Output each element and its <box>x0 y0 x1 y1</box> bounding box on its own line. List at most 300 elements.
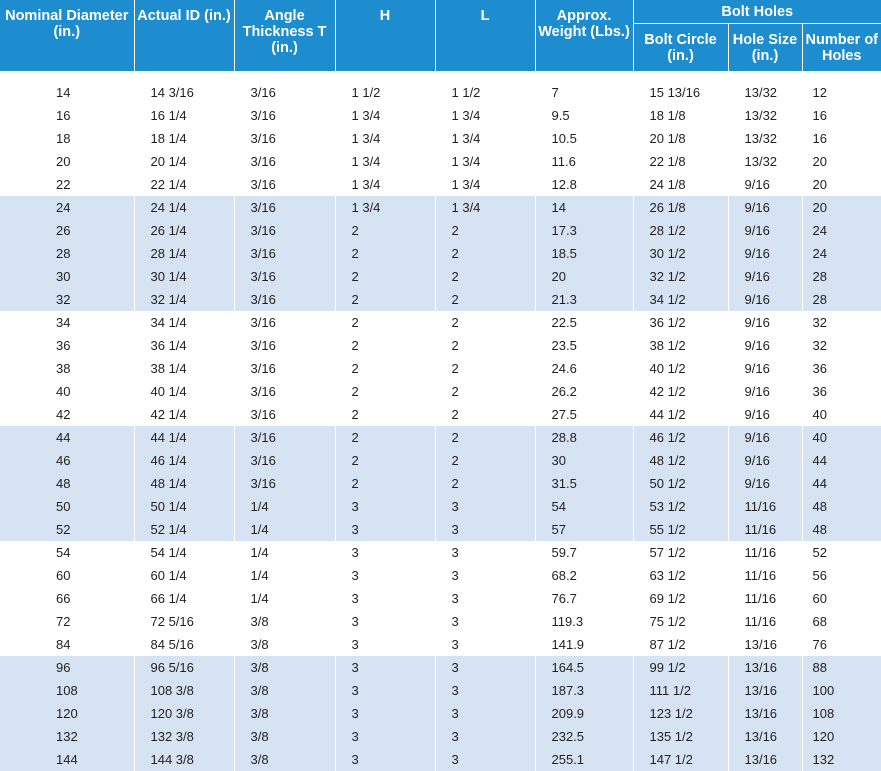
cell-h: 2 <box>335 472 435 495</box>
header-h: H <box>335 0 435 71</box>
cell-l: 2 <box>435 357 535 380</box>
cell-approx-weight: 21.3 <box>535 288 633 311</box>
cell-bolt-circle: 99 1/2 <box>633 656 728 679</box>
table-row <box>0 357 881 380</box>
cell-h: 2 <box>335 426 435 449</box>
header-actual-id: Actual ID (in.) <box>134 0 234 71</box>
cell-hole-size: 13/16 <box>728 679 802 702</box>
cell-l: 2 <box>435 288 535 311</box>
cell-bolt-circle: 26 1/8 <box>633 196 728 219</box>
cell-bolt-circle: 34 1/2 <box>633 288 728 311</box>
cell-bolt-circle: 147 1/2 <box>633 748 728 771</box>
cell-nominal-diameter: 50 <box>0 495 134 518</box>
cell-actual-id: 40 1/4 <box>134 380 234 403</box>
cell-actual-id: 72 5/16 <box>134 610 234 633</box>
cell-hole-size: 9/16 <box>728 426 802 449</box>
cell-angle-thickness: 3/16 <box>234 81 335 104</box>
cell-l: 2 <box>435 334 535 357</box>
header-approx-weight: Approx. Weight (Lbs.) <box>535 0 633 71</box>
cell-l: 3 <box>435 702 535 725</box>
cell-bolt-circle: 15 13/16 <box>633 81 728 104</box>
cell-l: 2 <box>435 380 535 403</box>
cell-h: 3 <box>335 564 435 587</box>
cell-actual-id: 44 1/4 <box>134 426 234 449</box>
cell-number-of-holes: 16 <box>802 127 881 150</box>
cell-l: 2 <box>435 242 535 265</box>
cell-h: 2 <box>335 311 435 334</box>
cell-bolt-circle: 57 1/2 <box>633 541 728 564</box>
cell-approx-weight: 187.3 <box>535 679 633 702</box>
cell-number-of-holes: 20 <box>802 150 881 173</box>
cell-approx-weight: 14 <box>535 196 633 219</box>
cell-actual-id: 22 1/4 <box>134 173 234 196</box>
cell-bolt-circle: 28 1/2 <box>633 219 728 242</box>
cell-nominal-diameter: 40 <box>0 380 134 403</box>
table-row <box>0 564 881 587</box>
cell-hole-size: 13/32 <box>728 104 802 127</box>
cell-h: 1 3/4 <box>335 127 435 150</box>
cell-h: 2 <box>335 403 435 426</box>
cell-nominal-diameter: 60 <box>0 564 134 587</box>
cell-l: 2 <box>435 311 535 334</box>
cell-nominal-diameter: 34 <box>0 311 134 334</box>
table-row <box>0 725 881 748</box>
cell-l: 3 <box>435 679 535 702</box>
cell-h: 1 3/4 <box>335 196 435 219</box>
table-row <box>0 150 881 173</box>
cell-l: 2 <box>435 449 535 472</box>
cell-l: 1 3/4 <box>435 127 535 150</box>
cell-angle-thickness: 3/16 <box>234 150 335 173</box>
header-hole-size: Hole Size (in.) <box>728 23 802 71</box>
cell-nominal-diameter: 72 <box>0 610 134 633</box>
cell-actual-id: 48 1/4 <box>134 472 234 495</box>
cell-number-of-holes: 88 <box>802 656 881 679</box>
cell-number-of-holes: 32 <box>802 311 881 334</box>
table-row <box>0 127 881 150</box>
cell-nominal-diameter: 28 <box>0 242 134 265</box>
cell-nominal-diameter: 30 <box>0 265 134 288</box>
cell-number-of-holes: 36 <box>802 380 881 403</box>
cell-number-of-holes: 20 <box>802 196 881 219</box>
cell-hole-size: 9/16 <box>728 196 802 219</box>
cell-h: 3 <box>335 702 435 725</box>
cell-l: 3 <box>435 518 535 541</box>
cell-hole-size: 9/16 <box>728 449 802 472</box>
spacer-cell <box>0 71 881 81</box>
cell-h: 2 <box>335 449 435 472</box>
cell-number-of-holes: 32 <box>802 334 881 357</box>
cell-nominal-diameter: 36 <box>0 334 134 357</box>
cell-bolt-circle: 18 1/8 <box>633 104 728 127</box>
cell-angle-thickness: 3/16 <box>234 426 335 449</box>
cell-h: 3 <box>335 679 435 702</box>
cell-angle-thickness: 3/8 <box>234 610 335 633</box>
table-row <box>0 334 881 357</box>
cell-nominal-diameter: 16 <box>0 104 134 127</box>
cell-actual-id: 60 1/4 <box>134 564 234 587</box>
cell-h: 3 <box>335 633 435 656</box>
cell-l: 1 3/4 <box>435 104 535 127</box>
cell-h: 2 <box>335 380 435 403</box>
cell-number-of-holes: 108 <box>802 702 881 725</box>
cell-approx-weight: 59.7 <box>535 541 633 564</box>
cell-nominal-diameter: 44 <box>0 426 134 449</box>
cell-approx-weight: 11.6 <box>535 150 633 173</box>
cell-number-of-holes: 48 <box>802 518 881 541</box>
cell-actual-id: 26 1/4 <box>134 219 234 242</box>
cell-angle-thickness: 3/16 <box>234 449 335 472</box>
cell-number-of-holes: 52 <box>802 541 881 564</box>
cell-approx-weight: 28.8 <box>535 426 633 449</box>
cell-h: 2 <box>335 265 435 288</box>
table-header <box>0 0 881 71</box>
cell-number-of-holes: 16 <box>802 104 881 127</box>
cell-l: 2 <box>435 219 535 242</box>
table-row <box>0 587 881 610</box>
header-spacer-row <box>0 71 881 81</box>
cell-nominal-diameter: 46 <box>0 449 134 472</box>
cell-nominal-diameter: 84 <box>0 633 134 656</box>
cell-l: 2 <box>435 472 535 495</box>
cell-approx-weight: 22.5 <box>535 311 633 334</box>
cell-l: 3 <box>435 564 535 587</box>
cell-l: 2 <box>435 265 535 288</box>
cell-number-of-holes: 36 <box>802 357 881 380</box>
cell-hole-size: 13/16 <box>728 656 802 679</box>
cell-approx-weight: 27.5 <box>535 403 633 426</box>
cell-approx-weight: 10.5 <box>535 127 633 150</box>
cell-nominal-diameter: 18 <box>0 127 134 150</box>
cell-h: 2 <box>335 288 435 311</box>
cell-actual-id: 38 1/4 <box>134 357 234 380</box>
cell-h: 2 <box>335 357 435 380</box>
cell-angle-thickness: 3/8 <box>234 633 335 656</box>
cell-actual-id: 50 1/4 <box>134 495 234 518</box>
cell-l: 1 3/4 <box>435 150 535 173</box>
cell-angle-thickness: 3/8 <box>234 702 335 725</box>
cell-bolt-circle: 48 1/2 <box>633 449 728 472</box>
cell-hole-size: 13/16 <box>728 633 802 656</box>
cell-l: 2 <box>435 426 535 449</box>
cell-h: 3 <box>335 587 435 610</box>
cell-angle-thickness: 3/8 <box>234 679 335 702</box>
cell-approx-weight: 54 <box>535 495 633 518</box>
cell-hole-size: 9/16 <box>728 357 802 380</box>
cell-approx-weight: 23.5 <box>535 334 633 357</box>
cell-actual-id: 84 5/16 <box>134 633 234 656</box>
cell-angle-thickness: 1/4 <box>234 518 335 541</box>
table-row <box>0 81 881 104</box>
cell-nominal-diameter: 24 <box>0 196 134 219</box>
cell-approx-weight: 12.8 <box>535 173 633 196</box>
cell-number-of-holes: 24 <box>802 219 881 242</box>
cell-hole-size: 13/16 <box>728 702 802 725</box>
cell-number-of-holes: 20 <box>802 173 881 196</box>
cell-angle-thickness: 3/16 <box>234 219 335 242</box>
table-row <box>0 495 881 518</box>
cell-nominal-diameter: 26 <box>0 219 134 242</box>
cell-l: 3 <box>435 633 535 656</box>
header-l: L <box>435 0 535 71</box>
cell-hole-size: 11/16 <box>728 518 802 541</box>
cell-hole-size: 9/16 <box>728 242 802 265</box>
cell-bolt-circle: 87 1/2 <box>633 633 728 656</box>
cell-hole-size: 13/32 <box>728 81 802 104</box>
cell-h: 1 3/4 <box>335 150 435 173</box>
cell-h: 3 <box>335 748 435 771</box>
cell-approx-weight: 7 <box>535 81 633 104</box>
cell-hole-size: 9/16 <box>728 403 802 426</box>
cell-hole-size: 13/32 <box>728 150 802 173</box>
cell-nominal-diameter: 66 <box>0 587 134 610</box>
cell-nominal-diameter: 14 <box>0 81 134 104</box>
cell-hole-size: 9/16 <box>728 311 802 334</box>
cell-h: 2 <box>335 242 435 265</box>
cell-nominal-diameter: 20 <box>0 150 134 173</box>
cell-angle-thickness: 3/16 <box>234 403 335 426</box>
cell-number-of-holes: 40 <box>802 426 881 449</box>
header-bolt-holes: Bolt Holes <box>633 0 881 23</box>
cell-approx-weight: 141.9 <box>535 633 633 656</box>
cell-hole-size: 9/16 <box>728 173 802 196</box>
cell-actual-id: 120 3/8 <box>134 702 234 725</box>
cell-h: 3 <box>335 610 435 633</box>
cell-angle-thickness: 3/16 <box>234 196 335 219</box>
table-row <box>0 610 881 633</box>
cell-angle-thickness: 1/4 <box>234 564 335 587</box>
header-bolt-circle: Bolt Circle (in.) <box>633 23 728 71</box>
cell-hole-size: 13/32 <box>728 127 802 150</box>
cell-nominal-diameter: 96 <box>0 656 134 679</box>
cell-actual-id: 28 1/4 <box>134 242 234 265</box>
cell-number-of-holes: 24 <box>802 242 881 265</box>
cell-nominal-diameter: 52 <box>0 518 134 541</box>
table-row <box>0 380 881 403</box>
cell-angle-thickness: 3/16 <box>234 334 335 357</box>
cell-h: 3 <box>335 495 435 518</box>
cell-approx-weight: 17.3 <box>535 219 633 242</box>
cell-actual-id: 52 1/4 <box>134 518 234 541</box>
table-row <box>0 633 881 656</box>
table-row <box>0 104 881 127</box>
cell-nominal-diameter: 48 <box>0 472 134 495</box>
cell-bolt-circle: 123 1/2 <box>633 702 728 725</box>
cell-nominal-diameter: 144 <box>0 748 134 771</box>
cell-approx-weight: 30 <box>535 449 633 472</box>
table-row <box>0 656 881 679</box>
cell-number-of-holes: 44 <box>802 449 881 472</box>
cell-nominal-diameter: 32 <box>0 288 134 311</box>
cell-nominal-diameter: 38 <box>0 357 134 380</box>
cell-approx-weight: 20 <box>535 265 633 288</box>
cell-number-of-holes: 12 <box>802 81 881 104</box>
cell-number-of-holes: 56 <box>802 564 881 587</box>
table-row <box>0 472 881 495</box>
cell-angle-thickness: 1/4 <box>234 587 335 610</box>
cell-hole-size: 11/16 <box>728 587 802 610</box>
header-nominal-diameter: Nominal Diameter (in.) <box>0 0 134 71</box>
cell-nominal-diameter: 22 <box>0 173 134 196</box>
cell-angle-thickness: 3/16 <box>234 127 335 150</box>
cell-l: 1 1/2 <box>435 81 535 104</box>
cell-angle-thickness: 1/4 <box>234 541 335 564</box>
cell-approx-weight: 31.5 <box>535 472 633 495</box>
cell-bolt-circle: 63 1/2 <box>633 564 728 587</box>
cell-approx-weight: 232.5 <box>535 725 633 748</box>
table-row <box>0 242 881 265</box>
cell-bolt-circle: 38 1/2 <box>633 334 728 357</box>
table-row <box>0 196 881 219</box>
cell-approx-weight: 164.5 <box>535 656 633 679</box>
cell-bolt-circle: 111 1/2 <box>633 679 728 702</box>
cell-actual-id: 32 1/4 <box>134 288 234 311</box>
cell-angle-thickness: 3/16 <box>234 265 335 288</box>
cell-bolt-circle: 40 1/2 <box>633 357 728 380</box>
cell-angle-thickness: 3/8 <box>234 748 335 771</box>
cell-angle-thickness: 3/16 <box>234 472 335 495</box>
cell-h: 3 <box>335 518 435 541</box>
cell-angle-thickness: 3/16 <box>234 288 335 311</box>
table-row <box>0 311 881 334</box>
cell-actual-id: 108 3/8 <box>134 679 234 702</box>
cell-actual-id: 36 1/4 <box>134 334 234 357</box>
header-number-of-holes: Number of Holes <box>802 23 881 71</box>
cell-number-of-holes: 28 <box>802 288 881 311</box>
cell-l: 1 3/4 <box>435 173 535 196</box>
cell-hole-size: 9/16 <box>728 265 802 288</box>
cell-actual-id: 16 1/4 <box>134 104 234 127</box>
cell-number-of-holes: 60 <box>802 587 881 610</box>
cell-nominal-diameter: 120 <box>0 702 134 725</box>
cell-l: 3 <box>435 610 535 633</box>
cell-actual-id: 96 5/16 <box>134 656 234 679</box>
table-row <box>0 541 881 564</box>
cell-number-of-holes: 76 <box>802 633 881 656</box>
cell-approx-weight: 119.3 <box>535 610 633 633</box>
cell-hole-size: 11/16 <box>728 564 802 587</box>
cell-nominal-diameter: 108 <box>0 679 134 702</box>
cell-h: 2 <box>335 219 435 242</box>
cell-actual-id: 24 1/4 <box>134 196 234 219</box>
cell-l: 3 <box>435 541 535 564</box>
cell-h: 1 3/4 <box>335 173 435 196</box>
table-row <box>0 173 881 196</box>
cell-l: 3 <box>435 656 535 679</box>
cell-actual-id: 46 1/4 <box>134 449 234 472</box>
cell-number-of-holes: 100 <box>802 679 881 702</box>
cell-hole-size: 9/16 <box>728 288 802 311</box>
cell-bolt-circle: 69 1/2 <box>633 587 728 610</box>
cell-bolt-circle: 32 1/2 <box>633 265 728 288</box>
cell-bolt-circle: 22 1/8 <box>633 150 728 173</box>
cell-angle-thickness: 3/16 <box>234 173 335 196</box>
cell-approx-weight: 76.7 <box>535 587 633 610</box>
cell-number-of-holes: 132 <box>802 748 881 771</box>
cell-angle-thickness: 3/16 <box>234 104 335 127</box>
cell-actual-id: 30 1/4 <box>134 265 234 288</box>
table-row <box>0 702 881 725</box>
cell-number-of-holes: 44 <box>802 472 881 495</box>
table-row <box>0 403 881 426</box>
table-row <box>0 426 881 449</box>
cell-hole-size: 13/16 <box>728 748 802 771</box>
cell-bolt-circle: 46 1/2 <box>633 426 728 449</box>
cell-actual-id: 42 1/4 <box>134 403 234 426</box>
cell-hole-size: 11/16 <box>728 610 802 633</box>
cell-h: 1 3/4 <box>335 104 435 127</box>
cell-bolt-circle: 42 1/2 <box>633 380 728 403</box>
cell-l: 3 <box>435 725 535 748</box>
cell-h: 3 <box>335 656 435 679</box>
cell-bolt-circle: 53 1/2 <box>633 495 728 518</box>
cell-hole-size: 11/16 <box>728 495 802 518</box>
table-row <box>0 679 881 702</box>
cell-actual-id: 54 1/4 <box>134 541 234 564</box>
table-body <box>0 71 881 771</box>
cell-bolt-circle: 30 1/2 <box>633 242 728 265</box>
table-row <box>0 449 881 472</box>
cell-l: 1 3/4 <box>435 196 535 219</box>
cell-h: 3 <box>335 725 435 748</box>
cell-h: 3 <box>335 541 435 564</box>
cell-bolt-circle: 36 1/2 <box>633 311 728 334</box>
cell-angle-thickness: 3/16 <box>234 357 335 380</box>
cell-actual-id: 34 1/4 <box>134 311 234 334</box>
table-row <box>0 748 881 771</box>
cell-l: 3 <box>435 495 535 518</box>
cell-hole-size: 11/16 <box>728 541 802 564</box>
cell-approx-weight: 18.5 <box>535 242 633 265</box>
table-row <box>0 265 881 288</box>
cell-number-of-holes: 28 <box>802 265 881 288</box>
cell-number-of-holes: 40 <box>802 403 881 426</box>
cell-actual-id: 14 3/16 <box>134 81 234 104</box>
header-angle-thickness: Angle Thickness T (in.) <box>234 0 335 71</box>
cell-bolt-circle: 20 1/8 <box>633 127 728 150</box>
cell-approx-weight: 255.1 <box>535 748 633 771</box>
cell-angle-thickness: 3/8 <box>234 725 335 748</box>
cell-bolt-circle: 50 1/2 <box>633 472 728 495</box>
cell-approx-weight: 24.6 <box>535 357 633 380</box>
cell-bolt-circle: 24 1/8 <box>633 173 728 196</box>
cell-l: 3 <box>435 748 535 771</box>
cell-nominal-diameter: 132 <box>0 725 134 748</box>
cell-actual-id: 18 1/4 <box>134 127 234 150</box>
cell-number-of-holes: 48 <box>802 495 881 518</box>
cell-approx-weight: 9.5 <box>535 104 633 127</box>
cell-h: 1 1/2 <box>335 81 435 104</box>
cell-angle-thickness: 1/4 <box>234 495 335 518</box>
cell-approx-weight: 209.9 <box>535 702 633 725</box>
cell-l: 2 <box>435 403 535 426</box>
cell-angle-thickness: 3/16 <box>234 380 335 403</box>
cell-actual-id: 144 3/8 <box>134 748 234 771</box>
table-row <box>0 219 881 242</box>
cell-actual-id: 20 1/4 <box>134 150 234 173</box>
cell-hole-size: 9/16 <box>728 472 802 495</box>
cell-angle-thickness: 3/16 <box>234 242 335 265</box>
cell-approx-weight: 26.2 <box>535 380 633 403</box>
cell-bolt-circle: 44 1/2 <box>633 403 728 426</box>
cell-angle-thickness: 3/16 <box>234 311 335 334</box>
cell-number-of-holes: 68 <box>802 610 881 633</box>
cell-approx-weight: 68.2 <box>535 564 633 587</box>
cell-l: 3 <box>435 587 535 610</box>
cell-nominal-diameter: 54 <box>0 541 134 564</box>
cell-actual-id: 132 3/8 <box>134 725 234 748</box>
table-row <box>0 518 881 541</box>
